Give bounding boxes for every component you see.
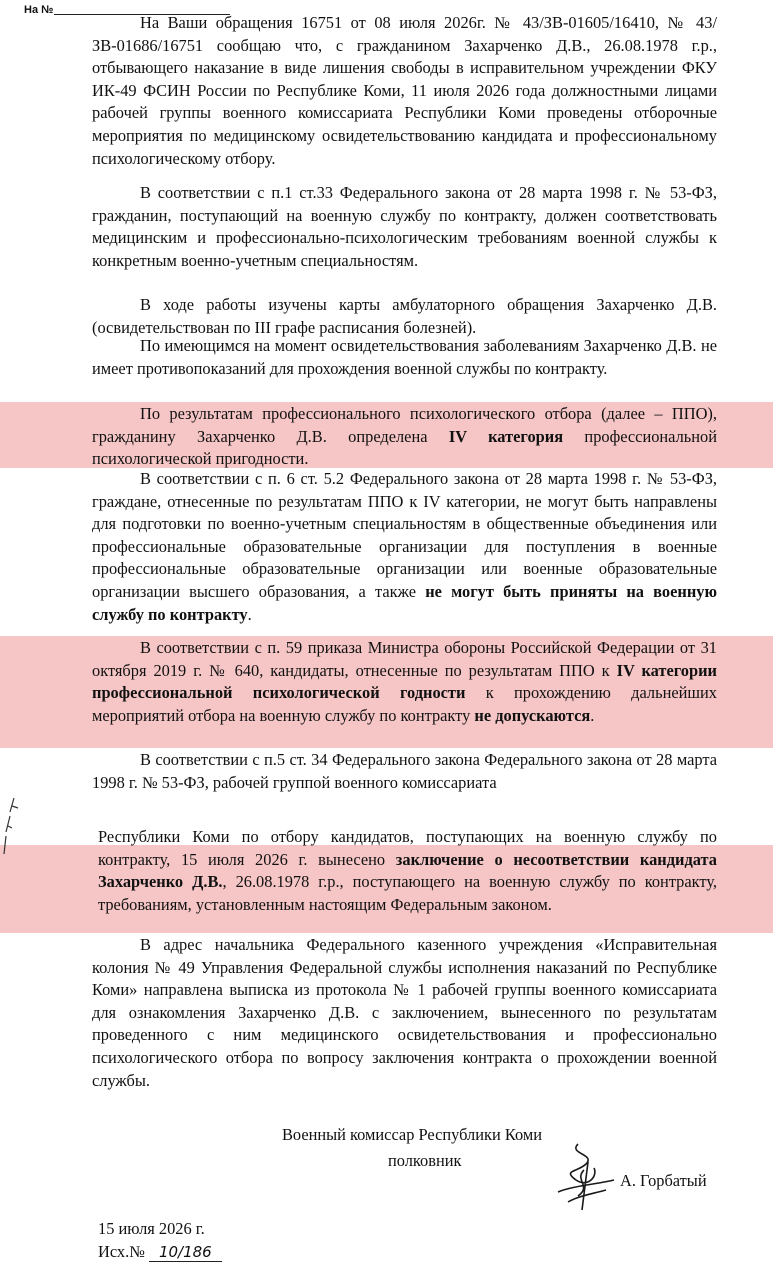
p6-text-a: В соответствии с п. 6 ст. 5.2 Федерального закона от 28 марта 1998 г. № 53-ФЗ, граждане, отнесенные по результатам ППО к IV категории, не могут быть направлены для подготовки по военно-учетным специальностям в общественные объединения или профессиональные образовательные организации для поступления в военные профессиональные образовательные организации или военные образовательные организации высшего образования, а также bbox=[92, 469, 717, 601]
paragraph-1: На Ваши обращения 16751 от 08 июля 2026г. № 43/ЗВ-01605/16410, № 43/ЗВ-01686/16751 сообщаю что, с гражданином Захарченко Д.В., 26.08.1978 г.р., отбывающего наказание в виде лишения свободы в исправительном учреждении ФКУ ИК-49 ФСИН России по Республике Коми, 11 июля 2026 года должностными лицами рабочей группы военного комиссариата Республики Коми проведены отборочные мероприятия по медицинскому освидетельствованию кандидата и профессиональному психологическому отбору. bbox=[92, 13, 717, 168]
paragraph-10: В адрес начальника Федерального казенного учреждения «Исправительная колония № 49 Управления Федеральной службы исполнения наказаний по Республике Коми» направлена выписка из протокола № 1 рабочей группы военного комиссариата для ознакомления Захарченко Д.В. с заключением, вынесенного по результатам проведенного с ним медицинского освидетельствования и профессионально психологического отбора по вопросу заключения контракта о прохождении военной службы. bbox=[92, 935, 717, 1090]
handwritten-signature bbox=[548, 1140, 618, 1216]
outgoing-number-label: Исх.№ bbox=[98, 1242, 145, 1261]
footer-date: 15 июля 2026 г. bbox=[98, 1219, 205, 1238]
paragraph-7 bbox=[92, 637, 717, 727]
margin-mark bbox=[0, 792, 26, 862]
p5-text-c: профессиональной психологической пригодности. bbox=[92, 426, 717, 469]
outgoing-number: 10/186 bbox=[149, 1243, 222, 1262]
p5-category: IV категория bbox=[448, 426, 564, 446]
p9-text-c: , 26.08.1978 г.р., поступающего на военную службу по контракту, требованиям, установленным настоящим Федеральным законом. bbox=[98, 872, 717, 914]
reference-label: На № bbox=[24, 4, 54, 16]
signer-title: Военный комиссар Республики Коми bbox=[282, 1125, 542, 1144]
p6-text-c: . bbox=[247, 604, 252, 624]
paragraph-9 bbox=[98, 826, 717, 916]
outgoing-number-row bbox=[98, 1241, 222, 1263]
signer-name: А. Горбатый bbox=[620, 1171, 707, 1190]
p9-text-a: Республики Коми по отбору кандидатов, поступающих на военную службу по контракту, 15 июля 2026 г. вынесено bbox=[98, 827, 717, 869]
paragraph-3: В ходе работы изучены карты амбулаторного обращения Захарченко Д.В. (освидетельствован по III графе расписания болезней). bbox=[92, 295, 717, 337]
p7-text-e: . bbox=[590, 705, 595, 725]
p9-bold: заключение о несоответствии кандидата Захарченко Д.В. bbox=[98, 849, 717, 892]
paragraph-6 bbox=[92, 468, 717, 626]
paragraph-4: По имеющимся на момент освидетельствования заболеваниям Захарченко Д.В. не имеет противопоказаний для прохождения военной службы по контракту. bbox=[92, 336, 717, 378]
p7-text-c: к прохождению дальнейших мероприятий отбора на военную службу по контракту bbox=[92, 683, 717, 725]
paragraph-8: В соответствии с п.5 ст. 34 Федерального закона Федерального закона от 28 марта 1998 г. № 53-ФЗ, рабочей группой военного комиссариата bbox=[92, 750, 717, 792]
p7-text-a: В соответствии с п. 59 приказа Министра обороны Российской Федерации от 31 октября 2019 г. № 640, кандидаты, отнесенные по результатам ППО к bbox=[92, 638, 717, 680]
p7-bold-category: IV категории профессиональной психологической годности bbox=[92, 660, 717, 703]
p7-bold-denied: не допускаются bbox=[474, 705, 591, 725]
paragraph-2: В соответствии с п.1 ст.33 Федерального закона от 28 марта 1998 г. № 53-ФЗ, гражданин, поступающий на военную службу по контракту, должен соответствовать медицинским и профессионально-психологическим требованиям военной службы к конкретным военно-учетным специальностям. bbox=[92, 183, 717, 270]
signer-rank: полковник bbox=[388, 1151, 462, 1170]
paragraph-5 bbox=[92, 403, 717, 471]
p5-text-a: По результатам профессионального психологического отбора (далее – ППО), гражданину Захарченко Д.В. определена bbox=[92, 404, 717, 446]
p6-bold: не могут быть приняты на военную службу по контракту bbox=[92, 581, 718, 624]
